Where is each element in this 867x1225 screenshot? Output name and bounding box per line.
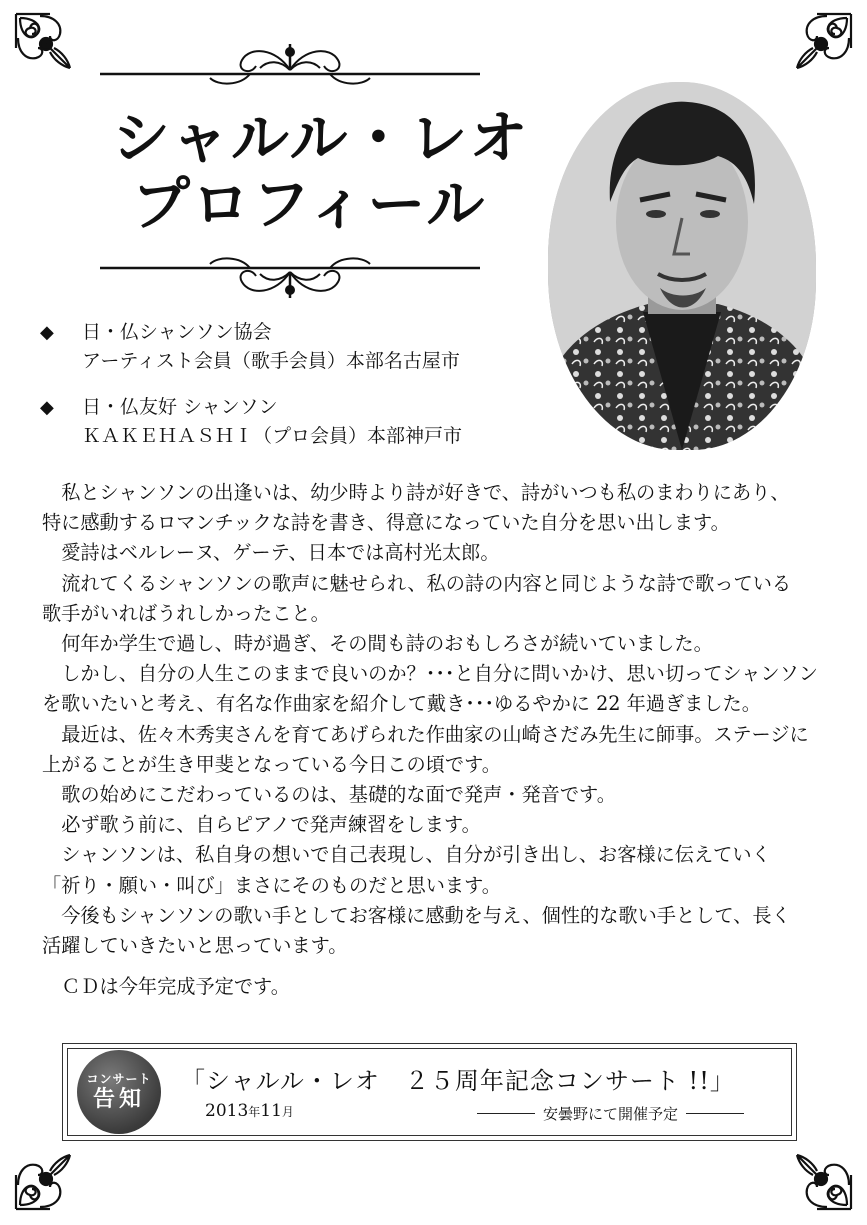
body-line: 何年か学生で過し、時が過ぎ、その間も詩のおもしろさが続いていました。 [61,632,713,656]
affiliation-detail: ＫＡＫＥＨＡＳＨＩ（プロ会員）本部神戸市 [82,425,463,447]
concert-year: 2013 [205,1101,249,1121]
concert-venue-text: 安曇野にて開催予定 [543,1105,679,1123]
badge-label-top: コンサート [86,1072,152,1086]
concert-notice-badge [77,1050,161,1134]
body-line: しかし、自分の人生このままで良いのか？･･･と自分に問いかけ、思い切ってシャンソン [61,662,818,686]
concert-month: 11 [260,1101,282,1121]
title-ornament-top [100,38,480,98]
body-line: を歌いたいと考え、有名な作曲家を紹介して戴き･･･ゆるやかに 22 年過ぎました。 [42,692,761,716]
title-line-1: シャルル・レオ [112,104,530,172]
corner-ornament-bottom-left [10,1145,80,1215]
concert-title: 「シャルル・レオ ２５周年記念コンサート !!」 [181,1067,735,1095]
affiliation-detail: アーティスト会員（歌手会員）本部名古屋市 [82,350,460,372]
concert-venue [469,1103,752,1124]
body-line: 特に感動するロマンチックな詩を書き、得意になっていた自分を思い出します。 [42,511,730,535]
body-line-cd: ＣＤは今年完成予定です。 [61,975,290,999]
corner-ornament-top-left [10,8,80,78]
corner-ornament-top-right [787,8,857,78]
body-line: 歌手がいればうれしかったこと。 [42,601,330,625]
body-line: 私とシャンソンの出逢いは、幼少時より詩が好きで、詩がいつも私のまわりにあり、 [61,481,790,504]
profile-body [42,478,842,1002]
corner-ornament-bottom-right [787,1145,857,1215]
affiliation-item-1 [40,318,460,376]
body-line: 活躍していきたいと思っています。 [42,934,348,958]
concert-notice-box [62,1043,797,1141]
title-ornament-bottom [100,244,480,304]
diamond-bullet-icon: ◆ [40,322,54,343]
portrait-photo [548,82,816,450]
venue-rule-left [477,1113,535,1114]
body-line: 必ず歌う前に、自らピアノで発声練習をします。 [61,813,481,837]
concert-month-unit: 月 [281,1105,294,1119]
body-line: 流れてくるシャンソンの歌声に魅せられ、私の詩の内容と同じような詩で歌っている [61,571,792,595]
concert-date [205,1101,294,1121]
page-title [112,104,530,238]
affiliation-item-2 [40,393,462,451]
concert-year-unit: 年 [248,1105,261,1119]
affiliation-name: 日・仏シャンソン協会 [82,321,272,343]
title-line-2: プロフィール [132,170,487,238]
badge-label-main: 告知 [92,1087,145,1112]
body-line: 最近は、佐々木秀実さんを育てあげられた作曲家の山崎さだみ先生に師事。ステージに [61,722,809,746]
body-line: 「祈り・願い・叫び」まさにそのものだと思います。 [42,873,501,897]
diamond-bullet-icon: ◆ [40,397,54,418]
venue-rule-right [686,1113,744,1114]
body-line: 上がることが生き甲斐となっている今日この頃です。 [42,752,501,776]
body-line: 歌の始めにこだわっているのは、基礎的な面で発声・発音です。 [61,783,616,807]
affiliation-name: 日・仏友好 シャンソン [82,396,278,418]
body-line: シャンソンは、私自身の想いで自己表現し、自分が引き出し、お客様に伝えていく [61,843,771,867]
body-line: 愛詩はベルレーヌ、ゲーテ、日本では高村光太郎。 [61,541,500,565]
body-line: 今後もシャンソンの歌い手としてお客様に感動を与え、個性的な歌い手として、長く [61,903,791,927]
